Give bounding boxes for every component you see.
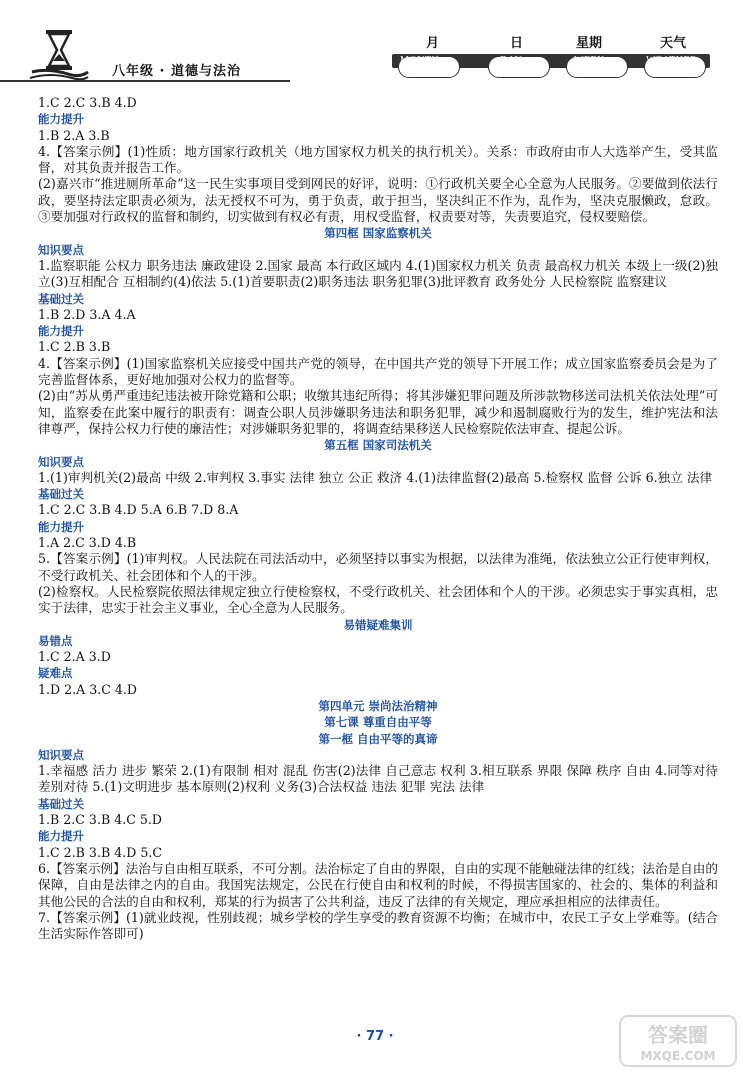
lesson-heading: 第四单元 崇尚法治精神 [318,698,438,713]
page-header [0,0,750,90]
answer-content [38,95,718,942]
section-label: 能力提升 [38,519,84,534]
answer-paragraph: 6.【答案示例】法治与自由相互联系，不可分割。法治标定了自由的界限，自由的实现不能触碰法律的红线；法治是自由的保障，自由是法律之内的自由。我国宪法规定，公民在行使自由和权利的时候，不得损害国家的、社会的、集体的利益和其他公民的合法的自由和权利，郑某的行为损害了公共利益，违反了法律的有关规定，理应承担相应的法律责任。 [38,860,718,909]
lesson-heading: 第四框 国家监察机关 [324,226,432,241]
section-label: 知识要点 [38,454,84,469]
answer-line: 1.B 2.C 3.B 4.C 5.D [38,812,162,828]
page-number: · 77 · [356,1029,394,1044]
section-label: 基础过关 [38,796,84,811]
lesson-heading: 易错疑难集训 [343,617,413,632]
month-english: MONTH [400,55,440,66]
answer-line: 1.C 2.B 3.B [38,339,111,355]
weather-label: 天气 [660,36,687,51]
lesson-heading: 第五框 国家司法机关 [324,438,432,453]
answer-line: 1.A 2.C 3.D 4.B [38,535,137,551]
date-weather-block [392,32,710,82]
answer-paragraph: 7.【答案示例】(1)就业歧视，性别歧视；城乡学校的学生享受的教育资源不均衡；在城市中，农民工子女上学难等。(结合生活实际作答即可) [38,909,718,942]
section-label: 疑难点 [38,666,73,681]
section-label: 能力提升 [38,829,84,844]
day-label: 日 [510,36,524,51]
answer-line: 1.C 2.C 3.B 4.D [38,95,137,110]
answer-line: 1.C 2.A 3.D [38,649,111,665]
answer-paragraph: (2)由“苏从勇严重违纪违法被开除党籍和公职；收缴其违纪所得；将其涉嫌犯罪问题及所涉款物移送司法机关依法处理”可知，监察委在此案中履行的职责有：调查公职人员涉嫌职务违法和职务犯罪，减少和遏制腐败行为的发生，维护宪法和法律尊严，保持公权力行使的廉洁性；对涉嫌职务犯罪的，将调查结果移送人民检察院依法审查、提起公诉。 [38,388,718,436]
answer-line: 1.C 2.B 3.B 4.D 5.C [38,844,162,860]
answer-paragraph: 5.【答案示例】(1)审判权。人民法院在司法活动中，必须坚持以事实为根据，以法律为准绳，依法独立公正行使审判权，不受行政机关、社会团体和个人的干涉。 [38,551,718,583]
lesson-heading: 第七课 尊重自由平等 [324,715,432,730]
section-label: 基础过关 [38,487,84,502]
svg-text:答案圈: 答案圈 [648,1023,708,1047]
svg-text:MXQE.COM: MXQE.COM [640,1049,716,1063]
section-label: 能力提升 [38,324,84,339]
section-label: 基础过关 [38,291,84,306]
week-english: WEEK [574,55,605,66]
book-title: 八年级 · 道德与法治 [112,64,241,79]
section-label: 易错点 [38,633,73,648]
answer-paragraph: 4.【答案示例】(1)性质：地方国家行政机关（地方国家权力机关的执行机关）。关系：市政府由市人大选举产生，受其监督，对其负责并报告工作。 [38,143,718,176]
weather-english: WEATHER [646,55,698,66]
section-label: 能力提升 [38,112,84,127]
hourglass-icon [28,28,90,82]
answer-paragraph: 1.幸福感 活力 进步 繁荣 2.(1)有限制 相对 混乱 伤害(2)法律 自己意志 权利 3.相互联系 界限 保障 秩序 自由 4.同等对待 差别对待 5.(1)文明进步 基本原则(2)权利 义务(3)合法权益 违法 犯罪 宪法 法律 [38,763,718,795]
answer-line: 1.B 2.D 3.A 4.A [38,306,136,322]
section-label: 知识要点 [38,747,84,762]
answer-line: 1.D 2.A 3.C 4.D [38,681,137,697]
answer-line: 1.B 2.A 3.B [38,127,110,143]
answer-paragraph: (2)检察权。人民检察院依照法律规定独立行使检察权，不受行政机关、社会团体和个人的干涉。必须忠实于事实真相，忠实于法律，忠实于社会主义事业，全心全意为人民服务。 [38,583,718,616]
answer-paragraph: (2)嘉兴市“推进厕所革命”这一民生实事项目受到网民的好评，说明：①行政机关要全心全意为人民服务。②要做到依法行政，要坚持法定职责必须为，法无授权不可为，勇于负责，敢于担当，坚决纠正不作为，乱作为，坚决克服懒政，怠政。③要加强对行政权的监督和制约，切实做到有权必有责，用权受监督，权责要对等，失责要追究，侵权要赔偿。 [38,176,718,225]
answer-line: 1.C 2.C 3.B 4.D 5.A 6.B 7.D 8.A [38,502,239,518]
answer-paragraph: 4.【答案示例】(1)国家监察机关应接受中国共产党的领导，在中国共产党的领导下开展工作；成立国家监察委员会是为了完善监督体系，更好地加强对公权力的监督等。 [38,355,718,388]
month-label: 月 [426,36,440,51]
answer-paragraph: 1.监察职能 公权力 职务违法 廉政建设 2.国家 最高 本行政区域内 4.(1)国家权力机关 负责 最高权力机关 本级上一级(2)独立(3)互相配合 互相制约(4)依法 5.(1)首要职责(2)职务违法 职务犯罪(3)批评教育 政务处分 人民检察院 监察建议 [38,257,718,290]
header-rule [0,80,290,82]
lesson-heading: 第一框 自由平等的真谛 [318,731,438,746]
answer-paragraph: 1.(1)审判机关(2)最高 中级 2.审判权 3.事实 法律 独立 公正 救济 4.(1)法律监督(2)最高 5.检察权 监督 公诉 6.独立 法律 [38,469,713,485]
watermark-logo [618,1012,738,1070]
week-label: 星期 [576,36,603,51]
day-english: DAY [500,55,523,66]
section-label: 知识要点 [38,242,84,257]
